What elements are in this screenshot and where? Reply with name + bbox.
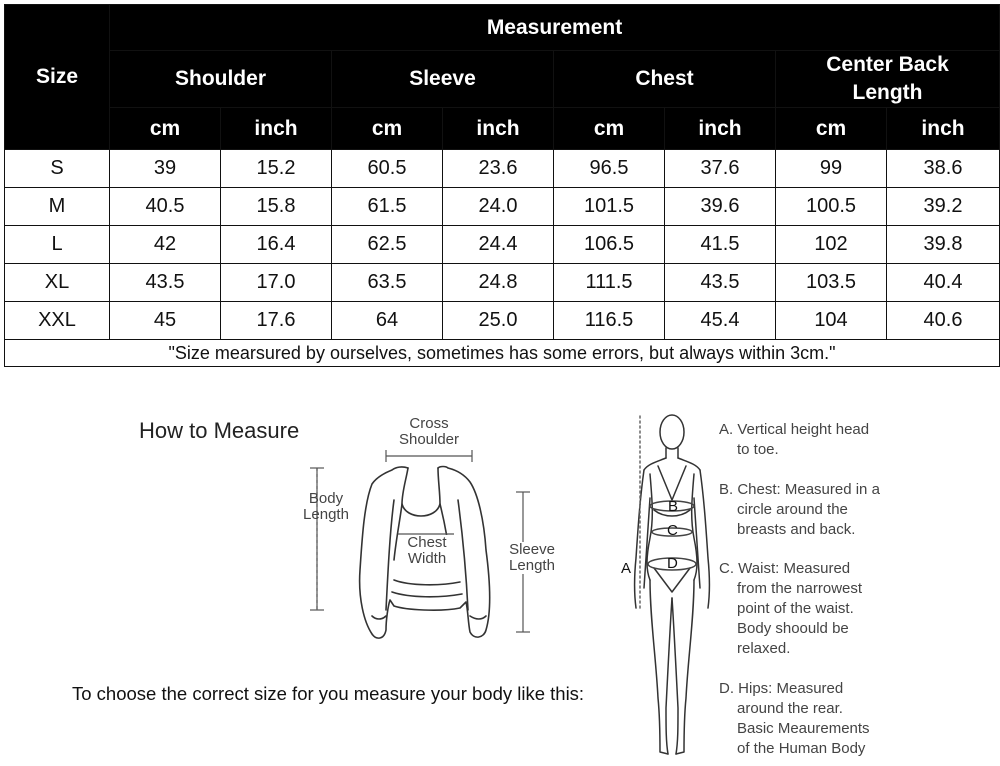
measurement-cell: 25.0: [443, 302, 554, 340]
measurement-cell: 63.5: [332, 264, 443, 302]
unit-header: cm: [110, 108, 221, 150]
unit-header: cm: [554, 108, 665, 150]
measurement-header: Measurement: [110, 5, 1000, 51]
measurement-cell: 23.6: [443, 150, 554, 188]
unit-header: inch: [665, 108, 776, 150]
legend-item-b: B. Chest: Measured in a circle around the breasts and back.: [719, 481, 880, 538]
body-figure-diagram: [620, 408, 720, 764]
measurement-cell: 15.2: [221, 150, 332, 188]
measurement-cell: 45: [110, 302, 221, 340]
measurement-cell: 24.0: [443, 188, 554, 226]
unit-header: inch: [443, 108, 554, 150]
measurement-cell: 16.4: [221, 226, 332, 264]
measurement-cell: 42: [110, 226, 221, 264]
measurement-cell: 39.6: [665, 188, 776, 226]
measurement-cell: 40.5: [110, 188, 221, 226]
center-back-length-header: Center Back Length: [776, 51, 1000, 108]
sleeve-length-label: Sleeve Length: [502, 542, 562, 574]
measurement-cell: 104: [776, 302, 887, 340]
size-cell: M: [5, 188, 110, 226]
measurement-cell: 43.5: [665, 264, 776, 302]
measurement-cell: 24.8: [443, 264, 554, 302]
table-row: [5, 302, 1000, 340]
choose-size-instruction: To choose the correct size for you measure your body like this:: [72, 683, 585, 704]
marker-c: C: [667, 522, 678, 539]
marker-d: D: [667, 555, 678, 572]
measurement-cell: 111.5: [554, 264, 665, 302]
measurement-cell: 39: [110, 150, 221, 188]
table-row: [5, 264, 1000, 302]
measurement-cell: 61.5: [332, 188, 443, 226]
marker-b: B: [668, 498, 679, 515]
measurement-cell: 60.5: [332, 150, 443, 188]
table-note: "Size mearsured by ourselves, sometimes has some errors, but always within 3cm.": [5, 340, 1000, 367]
measurement-cell: 64: [332, 302, 443, 340]
chest-header: Chest: [554, 51, 776, 108]
measurement-cell: 45.4: [665, 302, 776, 340]
table-row: [5, 226, 1000, 264]
measurement-cell: 40.6: [887, 302, 1000, 340]
marker-a: A: [621, 560, 632, 577]
size-cell: XL: [5, 264, 110, 302]
measurement-cell: 39.8: [887, 226, 1000, 264]
measurement-cell: 96.5: [554, 150, 665, 188]
cross-shoulder-label: Cross Shoulder: [398, 415, 460, 448]
size-cell: XXL: [5, 302, 110, 340]
unit-header: cm: [776, 108, 887, 150]
measurement-cell: 116.5: [554, 302, 665, 340]
unit-header: inch: [221, 108, 332, 150]
measurement-cell: 38.6: [887, 150, 1000, 188]
measurement-cell: 106.5: [554, 226, 665, 264]
measurement-cell: 101.5: [554, 188, 665, 226]
measurement-cell: 17.6: [221, 302, 332, 340]
size-cell: L: [5, 226, 110, 264]
chest-width-label: Chest Width: [399, 535, 455, 567]
table-row: [5, 188, 1000, 226]
how-to-measure-title: How to Measure: [139, 418, 300, 443]
table-row: [5, 150, 1000, 188]
measurement-cell: 62.5: [332, 226, 443, 264]
measurement-cell: 17.0: [221, 264, 332, 302]
body-length-label: Body Length: [303, 490, 349, 523]
measurement-cell: 15.8: [221, 188, 332, 226]
sleeve-header: Sleeve: [332, 51, 554, 108]
measurement-cell: 102: [776, 226, 887, 264]
measurement-cell: 24.4: [443, 226, 554, 264]
unit-header: inch: [887, 108, 1000, 150]
measurement-cell: 37.6: [665, 150, 776, 188]
size-chart-table: [4, 4, 1000, 367]
size-cell: S: [5, 150, 110, 188]
measurement-cell: 43.5: [110, 264, 221, 302]
measurement-cell: 39.2: [887, 188, 1000, 226]
unit-header: cm: [332, 108, 443, 150]
measurement-cell: 100.5: [776, 188, 887, 226]
measurement-cell: 103.5: [776, 264, 887, 302]
legend-item-a: A. Vertical height head to toe.: [719, 421, 870, 458]
legend-item-c: C. Waist: Measured from the narrowest point of the waist. Body shoould be relaxed.: [719, 560, 863, 657]
measurement-cell: 99: [776, 150, 887, 188]
size-column-header: Size: [5, 5, 110, 150]
legend-item-d: D. Hips: Measured around the rear. Basic Meaurements of the Human Body: [719, 680, 870, 757]
shoulder-header: Shoulder: [110, 51, 332, 108]
measurement-cell: 41.5: [665, 226, 776, 264]
measurement-cell: 40.4: [887, 264, 1000, 302]
